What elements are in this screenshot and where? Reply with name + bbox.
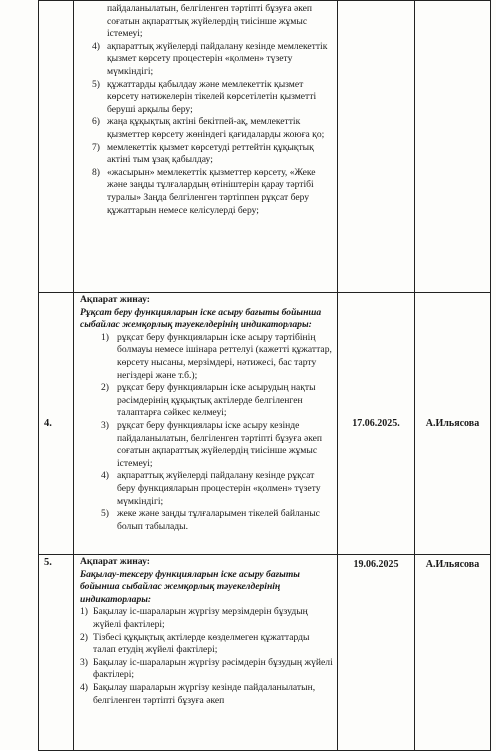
list-item-text: мемлекеттік қызмет көрсетуді реттейтін құқықтық актіні тым ұзақ қабылдау; bbox=[107, 141, 314, 166]
list-item-number: 1) bbox=[101, 331, 109, 343]
list-item bbox=[74, 682, 337, 707]
list-item-text: рұқсат беру функциялары іске асыру кезінде пайдаланылатын, белгіленген тәртіпті бұзуға әкеп соғатын ақпараттық жүйелердің тиісінше жұмыс істемеуі; bbox=[117, 419, 323, 469]
list-item-text: ақпараттық жүйелерді пайдалану кезінде мемлекеттік қызмет көрсету процестерін «қолмен» түзету мүмкіндігі; bbox=[107, 40, 328, 77]
list-item-text: Тізбесі құқықтық актілерде көзделмеген құжаттарды талап етудің жүйелі фактілері; bbox=[93, 631, 310, 656]
date-cell bbox=[338, 555, 415, 751]
row-number: 5. bbox=[44, 557, 52, 568]
responsible-cell bbox=[415, 555, 491, 751]
list-item-number: 2) bbox=[80, 631, 88, 643]
row-number-cell bbox=[39, 1, 74, 293]
list-item bbox=[74, 332, 337, 382]
section-heading: Ақпарат жинау: bbox=[80, 556, 150, 567]
plan-table bbox=[38, 0, 491, 751]
list-item bbox=[74, 606, 337, 631]
list-item-number: 4) bbox=[92, 40, 100, 52]
list-item-text: құжаттарды қабылдау және мемлекеттік қызмет көрсету нәтижелерін тікелей көрсетілетін қызметті беруші арқылы беру; bbox=[107, 78, 317, 115]
table-row bbox=[39, 1, 491, 293]
list-item bbox=[74, 41, 337, 79]
list-item bbox=[74, 470, 337, 508]
list-item bbox=[74, 657, 337, 682]
list-item-text: жеке және заңды тұлғаларымен тікелей байланыс болып табылады. bbox=[117, 508, 320, 532]
responsible-cell bbox=[415, 293, 491, 555]
responsible-person: А.Ильясова bbox=[425, 559, 480, 570]
list-item-number: 2) bbox=[101, 382, 109, 394]
content-cell bbox=[74, 555, 338, 751]
list-item bbox=[74, 142, 337, 167]
table-row bbox=[39, 293, 491, 555]
list-item bbox=[74, 382, 337, 420]
list-item-text: рұқсат беру функцияларын іске асыру тәртібінің болмауы немесе ішінара реттелуі (кажетті құжаттар, көрсету нысаны, мерзімдері, нәтижесі, бас тарту негіздері және т.б.); bbox=[117, 331, 332, 381]
row-number-cell bbox=[39, 555, 74, 751]
row-number-cell bbox=[39, 293, 74, 555]
list-item bbox=[74, 420, 337, 470]
due-date: 19.06.2025 bbox=[353, 559, 399, 570]
responsible-cell bbox=[415, 1, 491, 293]
date-cell bbox=[338, 1, 415, 293]
section-subheading: Рұқсат беру функцияларын іске асыру бағыты бойынша сыбайлас жемқорлық тәуекелдерінің индикаторлары: bbox=[80, 306, 322, 331]
list-item-number: 3) bbox=[101, 419, 109, 431]
list-item-text: пайдаланылатын, белгіленген тәртіпті бұзуға әкеп соғатын ақпараттық жүйелердің тиісінше жұмыс істемеуі; bbox=[107, 3, 313, 40]
list-item bbox=[74, 632, 337, 657]
list-item bbox=[74, 79, 337, 117]
list-item-text: Бақылау іс-шараларын жүргізу мерзімдерін бұзудың жүйелі фактілері; bbox=[93, 606, 308, 630]
list-item bbox=[74, 167, 337, 217]
list-item-text: Бақылау шараларын жүргізу кезінде пайдаланылатын, белгіленген тәртіпті бұзуға әкеп bbox=[93, 681, 316, 706]
list-item-number: 3) bbox=[80, 656, 88, 668]
table-row bbox=[39, 555, 491, 751]
content-cell bbox=[74, 293, 338, 555]
responsible-person: А.Ильясова bbox=[425, 418, 480, 429]
list-item-number: 5) bbox=[92, 78, 100, 90]
list-item-text: рұқсат беру функцияларын іске асырудың нақты рәсімдерінің құқықтық актілерде белгіленген талаптарға сәйкес келмеуі; bbox=[117, 382, 316, 419]
list-item-number: 4) bbox=[101, 470, 109, 482]
list-item bbox=[74, 3, 337, 41]
content-cell bbox=[74, 1, 338, 293]
list-item-text: ақпараттық жүйелерді пайдалану кезінде рұқсат беру функцияларын процестерін «қолмен» түзету мүмкіндігі; bbox=[117, 470, 321, 507]
list-item-text: «жасырын» мемлекеттік қызметтер көрсету, «Жеке және заңды тұлғалардың өтініштерін қарау тәртібі туралы» Заңда белгіленген тәртіппен рұқсат беру құжаттарын немесе келісулерді беру; bbox=[107, 166, 316, 216]
list-item-text: жаңа құқықтық актіні бекітпей-ақ, мемлекеттік қызметтер көрсету жөніндегі қағидаларды жоюға қо; bbox=[107, 116, 325, 140]
list-item-text: Бақылау іс-шараларын жүргізу рәсімдерін бұзудың жүйелі фактілері; bbox=[93, 656, 333, 681]
section-heading: Ақпарат жинау: bbox=[80, 294, 150, 305]
list-item bbox=[74, 116, 337, 141]
list-item bbox=[74, 508, 337, 533]
list-item-number: 7) bbox=[92, 141, 100, 153]
row-number: 4. bbox=[44, 418, 52, 429]
list-item-number: 5) bbox=[101, 508, 109, 520]
due-date: 17.06.2025. bbox=[352, 418, 400, 429]
section-subheading: Бақылау-тексеру функцияларын іске асыру бағыты бойынша сыбайлас жемқорлық тәуекелдерінің индикаторлары: bbox=[80, 568, 300, 605]
list-item-number: 4) bbox=[80, 681, 88, 693]
date-cell bbox=[338, 293, 415, 555]
list-item-number: 8) bbox=[92, 166, 100, 178]
list-item-number: 6) bbox=[92, 116, 100, 128]
list-item-number: 1) bbox=[80, 606, 88, 618]
